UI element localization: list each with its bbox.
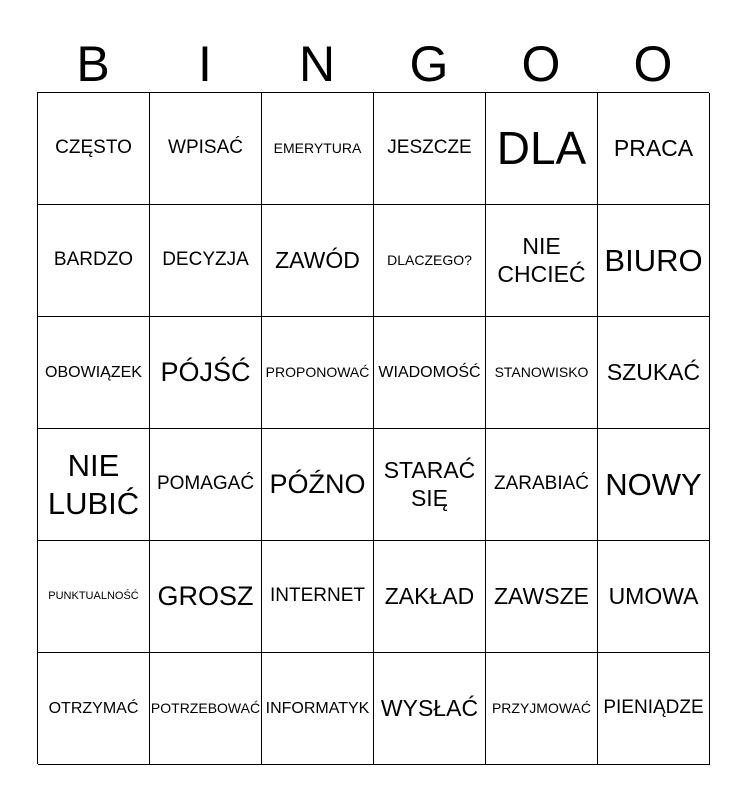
bingo-cell[interactable]: DLA xyxy=(486,93,598,205)
bingo-cell[interactable]: WYSŁAĆ xyxy=(374,653,486,765)
header-letter-o: O xyxy=(521,36,561,92)
bingo-cell[interactable]: ZAWSZE xyxy=(486,541,598,653)
bingo-cell[interactable]: ZARABIAĆ xyxy=(486,429,598,541)
bingo-cell[interactable]: INTERNET xyxy=(262,541,374,653)
header-letter-o-2: O xyxy=(633,36,673,92)
bingo-cell[interactable]: WIADOMOŚĆ xyxy=(374,317,486,429)
bingo-cell[interactable]: NOWY xyxy=(598,429,710,541)
header-letter-n: N xyxy=(298,36,336,92)
bingo-cell[interactable]: NIE CHCIEĆ xyxy=(486,205,598,317)
bingo-cell[interactable]: POMAGAĆ xyxy=(150,429,262,541)
bingo-cell[interactable]: PRZYJMOWAĆ xyxy=(486,653,598,765)
bingo-cell[interactable]: STANOWISKO xyxy=(486,317,598,429)
bingo-cell[interactable]: PRACA xyxy=(598,93,710,205)
header-letter-g: G xyxy=(409,36,449,92)
bingo-cell[interactable]: POTRZEBOWAĆ xyxy=(150,653,262,765)
bingo-cell[interactable]: NIE LUBIĆ xyxy=(38,429,150,541)
bingo-cell[interactable]: PÓJŚĆ xyxy=(150,317,262,429)
bingo-cell[interactable]: DECYZJA xyxy=(150,205,262,317)
bingo-cell[interactable]: EMERYTURA xyxy=(262,93,374,205)
bingo-header xyxy=(37,36,709,92)
bingo-cell[interactable]: GROSZ xyxy=(150,541,262,653)
header-letter-i: I xyxy=(198,36,212,92)
bingo-cell[interactable]: ZAWÓD xyxy=(262,205,374,317)
bingo-cell[interactable]: DLACZEGO? xyxy=(374,205,486,317)
bingo-grid xyxy=(37,92,709,764)
bingo-cell[interactable]: OTRZYMAĆ xyxy=(38,653,150,765)
bingo-cell[interactable]: UMOWA xyxy=(598,541,710,653)
bingo-cell[interactable]: ZAKŁAD xyxy=(374,541,486,653)
bingo-cell[interactable]: BIURO xyxy=(598,205,710,317)
bingo-cell[interactable]: INFORMATYK xyxy=(262,653,374,765)
bingo-cell[interactable]: JESZCZE xyxy=(374,93,486,205)
bingo-cell[interactable]: PÓŹNO xyxy=(262,429,374,541)
bingo-cell[interactable]: WPISAĆ xyxy=(150,93,262,205)
bingo-cell[interactable]: OBOWIĄZEK xyxy=(38,317,150,429)
bingo-cell[interactable]: PROPONOWAĆ xyxy=(262,317,374,429)
bingo-cell[interactable]: CZĘSTO xyxy=(38,93,150,205)
bingo-cell[interactable]: PUNKTUALNOŚĆ xyxy=(38,541,150,653)
bingo-cell[interactable]: STARAĆ SIĘ xyxy=(374,429,486,541)
bingo-cell[interactable]: PIENIĄDZE xyxy=(598,653,710,765)
bingo-cell[interactable]: SZUKAĆ xyxy=(598,317,710,429)
header-letter-b: B xyxy=(76,36,110,92)
bingo-cell[interactable]: BARDZO xyxy=(38,205,150,317)
